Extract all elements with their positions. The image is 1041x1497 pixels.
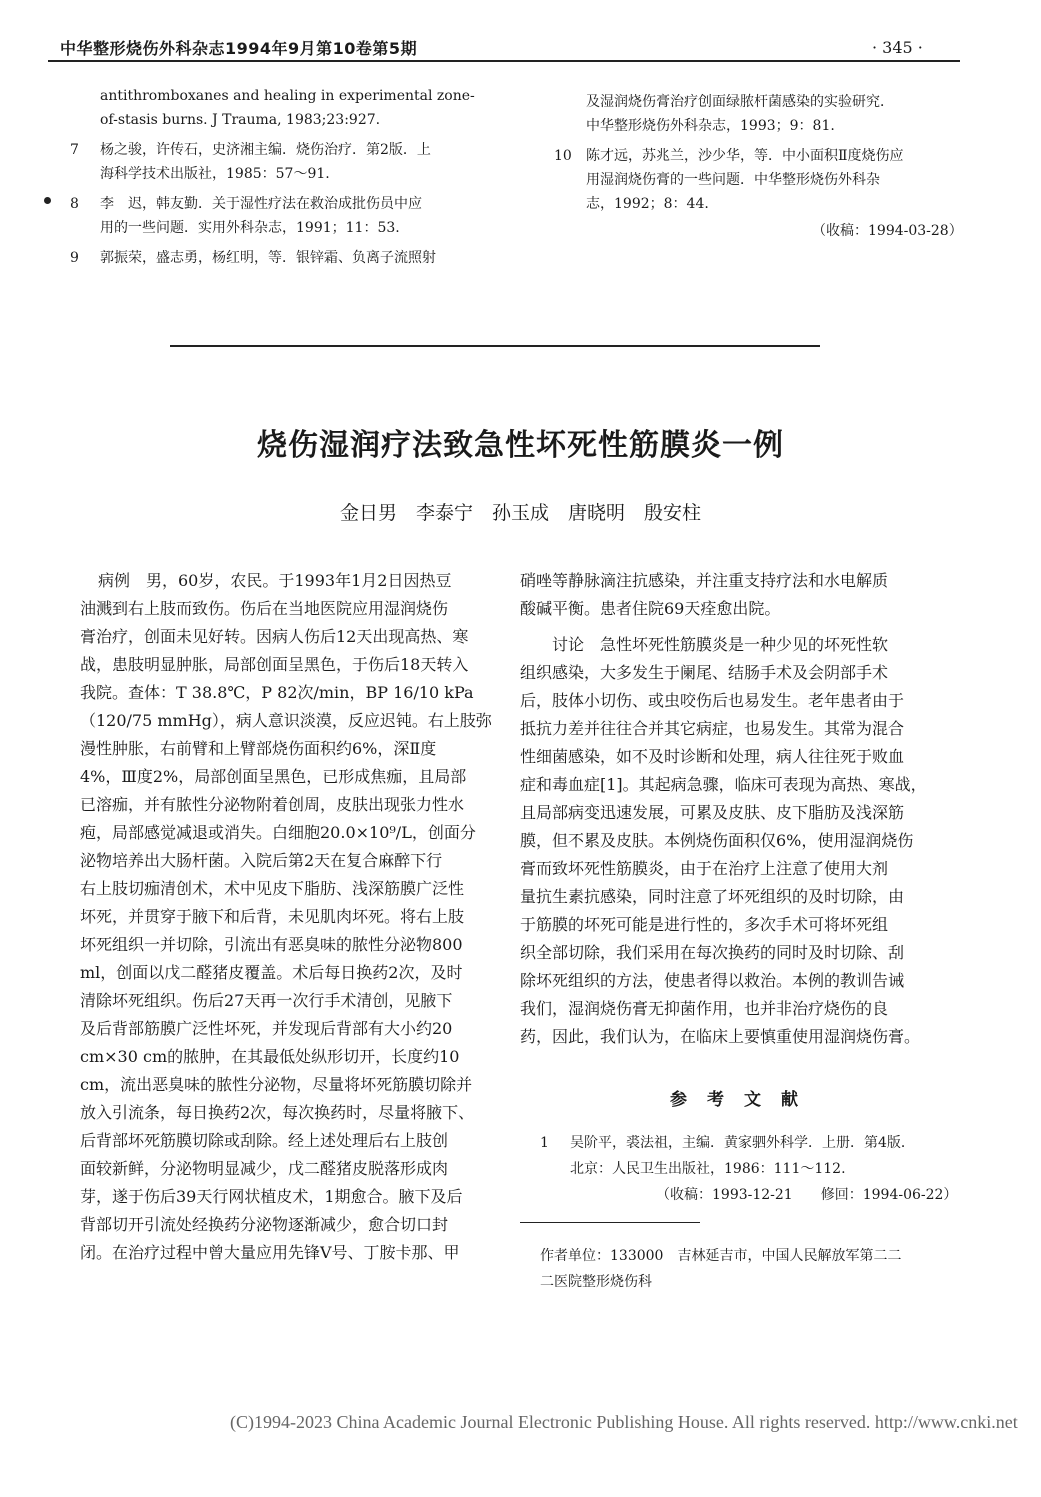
header-divider <box>48 60 960 62</box>
body-line: 背部切开引流处经换药分泌物逐渐减少，愈合切口封 <box>80 1215 449 1234</box>
reference-line: 中华整形烧伤外科杂志，1993；9：81. <box>586 118 835 134</box>
body-line: 量抗生素抗感染，同时注意了坏死组织的及时切除，由 <box>520 887 905 906</box>
body-line: 于筋膜的坏死可能是进行性的，多次手术可将坏死组 <box>520 915 889 934</box>
body-line: 膏而致坏死性筋膜炎，由于在治疗上注意了使用大剂 <box>520 859 889 878</box>
body-line: 芽，遂于伤后39天行网状植皮术，1期愈合。腋下及后 <box>80 1187 463 1206</box>
body-line: 抵抗力差并往往合并其它病症，也易发生。其常为混合 <box>520 719 905 738</box>
reference-line: 海科学技术出版社，1985：57～91. <box>100 166 330 182</box>
reference-line: 陈才远，苏兆兰，沙少华，等．中小面积Ⅱ度烧伤应 <box>586 148 904 164</box>
body-line: 坏死，并贯穿于腋下和后背，未见肌肉坏死。将右上肢 <box>80 907 465 926</box>
section-divider <box>170 345 820 347</box>
reference-line: 李 迟，韩友勤．关于湿性疗法在救治成批伤员中应 <box>100 196 422 212</box>
author-affiliation <box>540 1243 970 1303</box>
body-line: 硝唑等静脉滴注抗感染，并注重支持疗法和水电解质 <box>520 571 889 590</box>
body-line: 我院。查体：T 38.8℃，P 82次/min，BP 16/10 kPa <box>80 683 474 702</box>
body-line: 坏死组织一并切除，引流出有恶臭味的脓性分泌物800 <box>80 935 463 954</box>
body-line: 膜，但不累及皮肤。本例烧伤面积仅6%，使用湿润烧伤 <box>520 831 914 850</box>
page-number: · 345 · <box>872 38 923 57</box>
body-line: 放入引流条，每日换药2次，每次换药时，尽量将腋下、 <box>80 1103 475 1122</box>
reference-line: 吴阶平，裘法祖，主编．黄家驷外科学．上册．第4版． <box>570 1135 915 1151</box>
reference-line: 用湿润烧伤膏的一些问题．中华整形烧伤外科杂 <box>586 172 880 188</box>
references-heading: 参考文献 <box>670 1090 818 1110</box>
affiliation-line: 二医院整形烧伤科 <box>540 1274 652 1290</box>
body-line: 组织感染，大多发生于阑尾、结肠手术及会阴部手术 <box>520 663 889 682</box>
body-line: 除坏死组织的方法，使患者得以救治。本例的教训告诫 <box>520 971 905 990</box>
body-line: 清除坏死组织。伤后27天再一次行手术清创，见腋下 <box>80 991 453 1010</box>
body-line: 织全部切除，我们采用在每次换药的同时及时切除、刮 <box>520 943 905 962</box>
body-line: 4%，Ⅲ度2%，局部创面呈黑色，已形成焦痂，且局部 <box>80 767 467 786</box>
reference-line: 用的一些问题．实用外科杂志，1991；11：53. <box>100 220 400 236</box>
article-title: 烧伤湿润疗法致急性坏死性筋膜炎一例 <box>257 428 784 463</box>
body-line: 药，因此，我们认为，在临床上要慎重使用湿润烧伤膏。 <box>520 1027 921 1046</box>
body-line: （120/75 mmHg），病人意识淡漠，反应迟钝。右上肢弥 <box>80 711 492 730</box>
body-line: 酸碱平衡。患者住院69天痊愈出院。 <box>520 599 781 618</box>
bullet-mark <box>44 197 51 204</box>
body-line: 我们，湿润烧伤膏无抑菌作用，也并非治疗烧伤的良 <box>520 999 889 1018</box>
affiliation-divider <box>520 1222 700 1223</box>
reference-line: 郭振荣，盛志勇，杨红明，等．银锌霜、负离子流照射 <box>100 250 436 266</box>
reference-line: of-stasis burns. J Trauma, 1983;23:927. <box>100 112 381 128</box>
reference-line: antithromboxanes and healing in experimental zone- <box>100 88 475 104</box>
body-line: 漫性肿胀，右前臂和上臂部烧伤面积约6%，深Ⅱ度 <box>80 739 437 758</box>
body-line: 已溶痂，并有脓性分泌物附着创周，皮肤出现张力性水 <box>80 795 465 814</box>
reference-number: 1 <box>540 1135 549 1151</box>
body-line: 后背部坏死筋膜切除或刮除。经上述处理后右上肢创 <box>80 1131 449 1150</box>
body-line: ml，创面以戊二醛猪皮覆盖。术后每日换药2次，及时 <box>80 963 463 982</box>
copyright-notice: (C)1994-2023 China Academic Journal Electronic Publishing House. All rights reserved. http://www.cnki.net <box>230 1412 1018 1432</box>
body-line: 泌物培养出大肠杆菌。入院后第2天在复合麻醉下行 <box>80 851 443 870</box>
article-authors: 金日男 李泰宁 孙玉成 唐晓明 殷安柱 <box>339 502 701 524</box>
reference-line: 杨之骏，许传石，史济湘主编．烧伤治疗．第2版．上 <box>100 142 431 158</box>
body-line: 闭。在治疗过程中曾大量应用先锋Ⅴ号、丁胺卡那、甲 <box>80 1243 460 1262</box>
reference-line: 北京：人民卫生出版社，1986：111～112. <box>570 1161 846 1177</box>
body-line: cm×30 cm的脓肿，在其最低处纵形切开，长度约10 <box>80 1047 460 1066</box>
reference-line: 志，1992；8：44. <box>586 196 709 212</box>
body-line: 油溅到右上肢而致伤。伤后在当地医院应用湿润烧伤 <box>80 599 449 618</box>
body-line: 症和毒血症[1]。其起病急骤，临床可表现为高热、寒战， <box>520 775 927 794</box>
reference-number: 8 <box>70 196 79 212</box>
journal-header: 中华整形烧伤外科杂志1994年9月第10卷第5期 <box>60 39 418 58</box>
reference-number: 7 <box>70 142 79 158</box>
top-references-right <box>548 90 968 230</box>
reference-number: 9 <box>70 250 79 266</box>
top-references-left <box>48 84 488 274</box>
body-line: 且局部病变迅速发展，可累及皮肤、皮下脂肪及浅深筋 <box>520 803 905 822</box>
body-line: 及后背部筋膜广泛性坏死，并发现后背部有大小约20 <box>80 1019 453 1038</box>
body-line: 讨论 急性坏死性筋膜炎是一种少见的坏死性软 <box>520 635 889 654</box>
received-date-top: （收稿：1994-03-28） <box>812 223 963 239</box>
reference-line: 及湿润烧伤膏治疗创面绿脓杆菌感染的实验研究． <box>586 94 894 110</box>
body-line: 疱，局部感觉减退或消失。白细胞20.0×10⁹/L，创面分 <box>80 823 476 842</box>
received-revised-date: （收稿：1993-12-21 修回：1994-06-22） <box>656 1187 958 1203</box>
body-line: 右上肢切痂清创术，术中见皮下脂肪、浅深筋膜广泛性 <box>80 879 465 898</box>
affiliation-line: 作者单位：133000 吉林延吉市，中国人民解放军第二二 <box>540 1248 902 1264</box>
body-line: 性细菌感染，如不及时诊断和处理，病人往往死于败血 <box>520 747 905 766</box>
reference-number: 10 <box>554 148 572 164</box>
body-line: 后，肢体小切伤、或虫咬伤后也易发生。老年患者由于 <box>520 691 905 710</box>
body-line: cm，流出恶臭味的脓性分泌物，尽量将坏死筋膜切除并 <box>80 1075 473 1094</box>
body-line: 面较新鲜，分泌物明显减少，戊二醛猪皮脱落形成肉 <box>80 1159 449 1178</box>
body-line: 病例 男，60岁，农民。于1993年1月2日因热豆 <box>98 571 452 590</box>
body-line: 膏治疗，创面未见好转。因病人伤后12天出现高热、寒 <box>80 627 469 646</box>
body-line: 战，患肢明显肿胀，局部创面呈黑色，于伤后18天转入 <box>80 655 469 674</box>
